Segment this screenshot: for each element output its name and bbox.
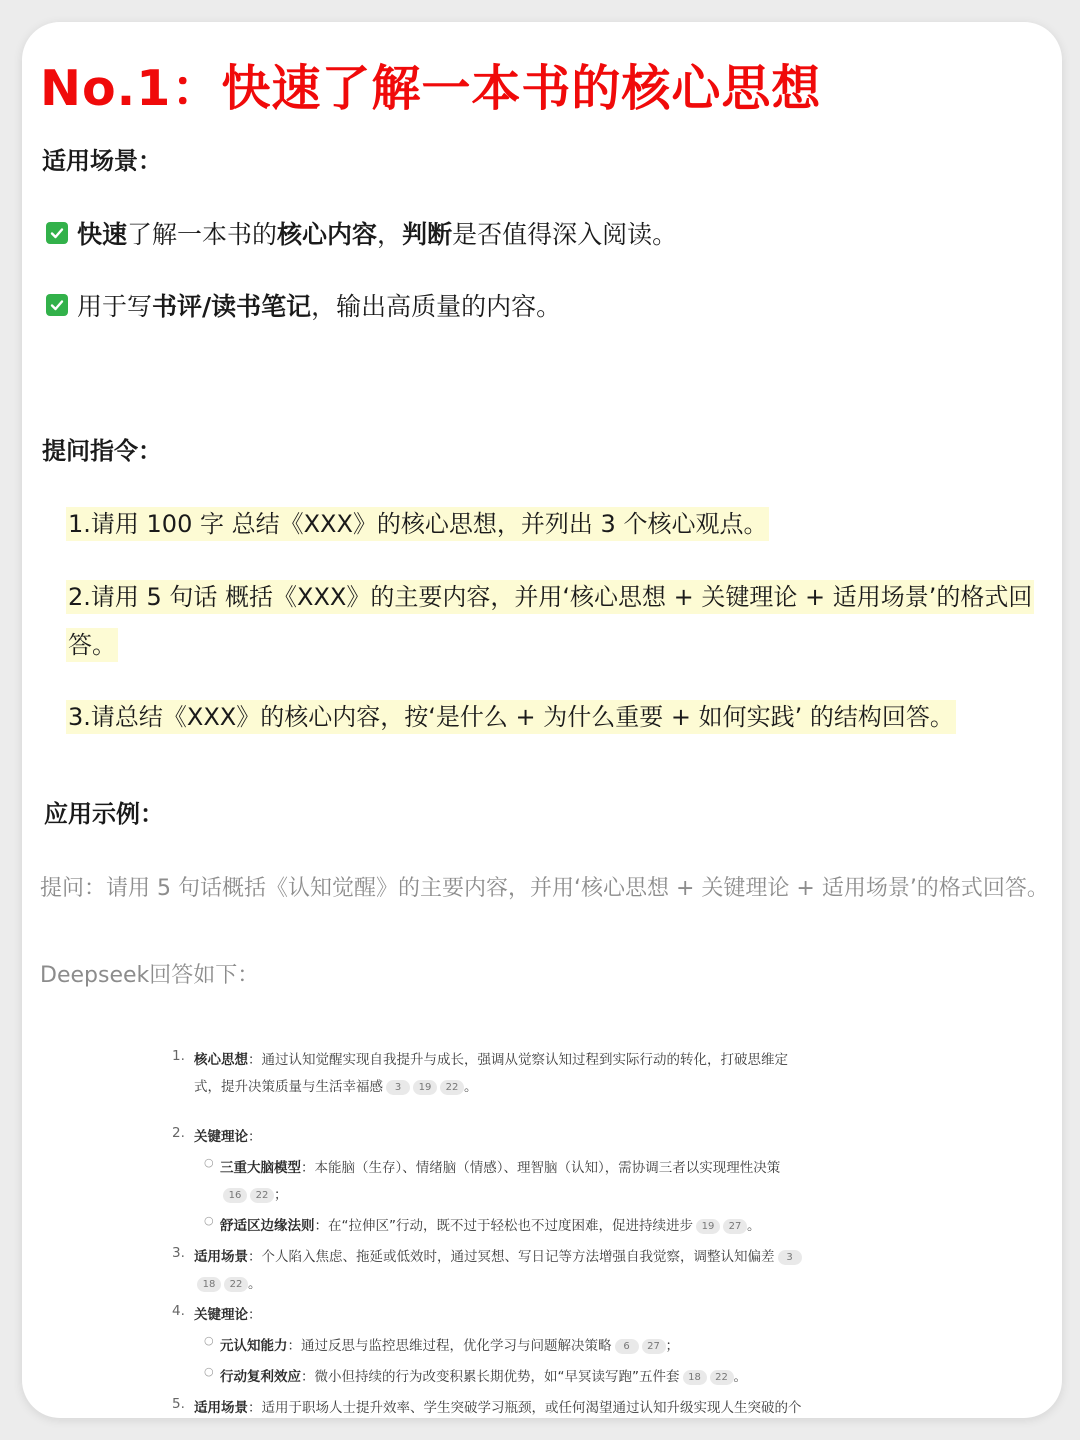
citation-badge[interactable]: 22 [224, 1277, 248, 1292]
answer-text: 。 [248, 1276, 262, 1292]
answer-label: 元认知能力 [220, 1338, 288, 1354]
answer-label: 舒适区边缘法则 [220, 1218, 315, 1234]
answer-number: 5. [172, 1396, 185, 1412]
citation-badge[interactable]: 22 [710, 1370, 734, 1385]
citation-badge[interactable]: 27 [723, 1219, 747, 1234]
answer-text: ：通过反思与监控思维过程，优化学习与问题解决策略 [287, 1338, 612, 1354]
scenario-text: ，输出高质量的内容。 [311, 292, 562, 321]
scenario-text: 判断 [402, 220, 453, 249]
answer-text: ：通过认知觉醒实现自我提升与成长，强调从觉察认知过程到实际行动的转化，打破思维定 [248, 1052, 788, 1068]
answer-label: 关键理论 [194, 1129, 248, 1145]
citation-badge[interactable]: 19 [696, 1219, 720, 1234]
hollow-circle-bullet-icon: ○ [204, 1156, 214, 1169]
answer-number: 1. [172, 1048, 185, 1064]
scenario-text: 快速 [77, 220, 128, 249]
answer-text: ： [248, 1129, 262, 1145]
scenario-heading: 适用场景： [42, 147, 162, 175]
answer-text: ：适用于职场人士提升效率、学生突破学习瓶颈，或任何渴望通过认知升级实现人生突破的个 [248, 1400, 802, 1416]
citation-badge[interactable]: 3 [778, 1250, 802, 1265]
scenario-text: 是否值得深入阅读。 [452, 220, 678, 249]
scenario-text: ， [377, 220, 403, 249]
answer-text: 。 [733, 1369, 747, 1385]
answer-text: 。 [747, 1218, 761, 1234]
citation-badge[interactable]: 16 [223, 1188, 247, 1203]
prompt-text: 1.请用 100 字 总结《XXX》的核心思想，并列出 3 个核心观点。 [66, 507, 769, 541]
citation-badge[interactable]: 27 [642, 1339, 666, 1354]
prompt-item-2 [66, 573, 1051, 669]
hollow-circle-bullet-icon: ○ [204, 1214, 214, 1227]
green-checkbox-icon [46, 222, 68, 244]
answer-label: 行动复利效应 [220, 1369, 301, 1385]
prompt-item-3 [66, 693, 1051, 741]
citation-badge[interactable]: 6 [615, 1339, 639, 1354]
answer-text: ： [248, 1307, 262, 1323]
scenario-item-2 [46, 285, 561, 325]
answer-number: 3. [172, 1245, 185, 1261]
answer-label: 核心思想 [194, 1052, 248, 1068]
answer-label: 适用场景 [194, 1400, 248, 1416]
green-checkbox-icon [46, 294, 68, 316]
example-answer-intro: Deepseek回答如下： [40, 963, 260, 988]
citation-badge[interactable]: 22 [440, 1080, 464, 1095]
answer-label: 三重大脑模型 [220, 1160, 301, 1176]
answer-text: ； [274, 1187, 288, 1203]
scenario-text: 核心内容 [277, 220, 378, 249]
answer-text: ：微小但持续的行为改变积累长期优势，如“早冥读写跑”五件套 [301, 1369, 680, 1385]
answer-text: ； [665, 1338, 679, 1354]
citation-badge[interactable]: 18 [683, 1370, 707, 1385]
citation-badge[interactable]: 18 [197, 1277, 221, 1292]
hollow-circle-bullet-icon: ○ [204, 1334, 214, 1347]
citation-badge[interactable]: 3 [386, 1080, 410, 1095]
answer-text: ：本能脑（生存）、情绪脑（情感）、理智脑（认知），需协调三者以实现理性决策 [301, 1160, 781, 1176]
prompt-text: 2.请用 5 句话 概括《XXX》的主要内容，并用‘核心思想 + 关键理论 + 适用场景’的格式回答。 [66, 580, 1034, 662]
answer-label: 适用场景 [194, 1249, 248, 1265]
answer-number: 2. [172, 1125, 185, 1141]
answer-text: 。 [464, 1079, 478, 1095]
answer-text: 式，提升决策质量与生活幸福感 [194, 1079, 383, 1095]
answer-label: 关键理论 [194, 1307, 248, 1323]
scenario-text: 用于写 [77, 292, 153, 321]
scenario-item-1 [46, 213, 677, 253]
scenario-text: 了解一本书的 [127, 220, 278, 249]
answer-text: ：个人陷入焦虑、拖延或低效时，通过冥想、写日记等方法增强自我觉察，调整认知偏差 [248, 1249, 775, 1265]
prompt-text: 3.请总结《XXX》的核心内容，按‘是什么 + 为什么重要 + 如何实践’ 的结构回答。 [66, 700, 956, 734]
answer-number: 4. [172, 1303, 185, 1319]
prompts-heading: 提问指令： [42, 437, 162, 465]
example-heading: 应用示例： [44, 800, 164, 828]
scenario-text: 书评/读书笔记 [152, 292, 312, 321]
ai-answer-screenshot [172, 1040, 912, 1418]
content-card [22, 22, 1062, 1418]
citation-badge[interactable]: 19 [413, 1080, 437, 1095]
hollow-circle-bullet-icon: ○ [204, 1365, 214, 1378]
page-title: No.1：快速了解一本书的核心思想 [40, 60, 822, 117]
citation-badge[interactable]: 22 [250, 1188, 274, 1203]
answer-text: ：在“拉伸区”行动，既不过于轻松也不过度困难，促进持续进步 [314, 1218, 693, 1234]
prompt-item-1 [66, 500, 1051, 548]
example-question: 提问：请用 5 句话概括《认知觉醒》的主要内容，并用‘核心思想 + 关键理论 + 适用场景’的格式回答。 [40, 876, 1049, 901]
